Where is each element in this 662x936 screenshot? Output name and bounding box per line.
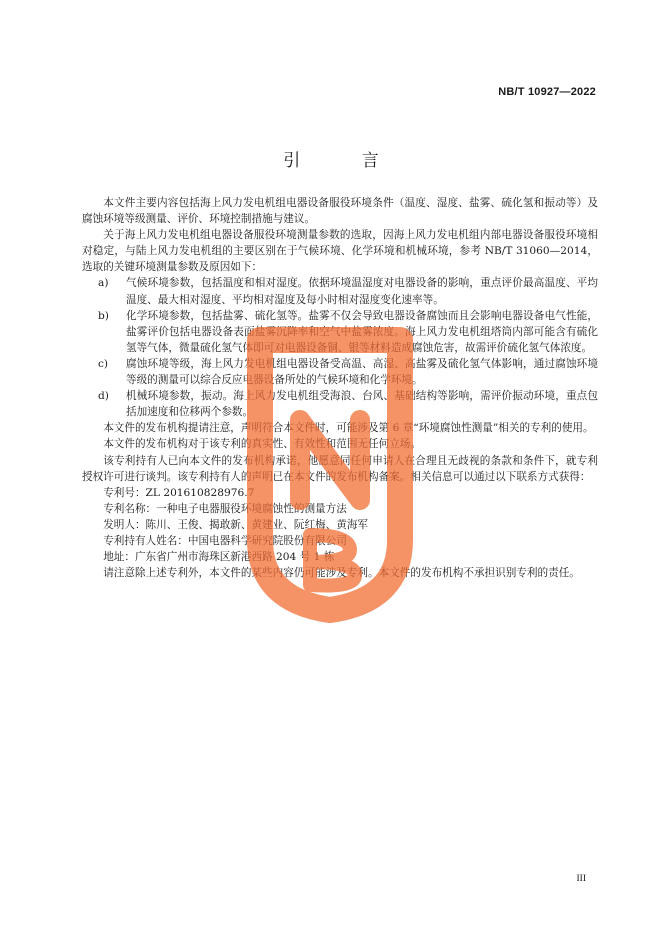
paragraph-intro: 本文件主要内容包括海上风力发电机组电器设备服役环境条件（温度、湿度、盐雾、硫化氢和振动等）及腐蚀环境等级测量、评价、环境控制措施与建议。 bbox=[82, 197, 598, 226]
patent-inventors: 发明人：陈川、王俊、揭敢新、黄建业、阮红梅、黄海军 bbox=[103, 518, 369, 531]
list-item-text: 化学环境参数，包括盐雾、硫化氢等。盐雾不仅会导致电器设备腐蚀而且会影响电器设备电气性能，盐雾评价包括电器设备表面盐雾沉降率和空气中盐雾浓度。海上风力发电机组塔筒内部可能含有硫化氢等气体，微量硫化氢气体即可对电器设备铜、银等材料造成腐蚀危害，故需评价硫化氢气体浓度。 bbox=[126, 309, 598, 354]
list-item-text: 气候环境参数，包括温度和相对湿度。依据环境温湿度对电器设备的影响，重点评价最高温度、平均温度、最大相对湿度、平均相对湿度及每小时相对湿度变化速率等。 bbox=[126, 277, 598, 306]
list-item bbox=[82, 388, 598, 420]
paragraph-patent-position: 本文件的发布机构对于该专利的真实性、有效性和范围无任何立场。 bbox=[103, 438, 421, 451]
list-marker: a) bbox=[98, 277, 109, 290]
document-body bbox=[82, 195, 598, 581]
list-marker: b) bbox=[98, 309, 109, 322]
list-item bbox=[82, 308, 598, 356]
paragraph-disclaimer: 请注意除上述专利外，本文件的某些内容仍可能涉及专利。本文件的发布机构不承担识别专利的责任。 bbox=[103, 567, 580, 580]
standard-number: NB/T 10927—2022 bbox=[498, 86, 596, 98]
page-number: III bbox=[576, 874, 586, 884]
paragraph-patent-notice: 本文件的发布机构提请注意，声明符合本文件时，可能涉及第 6 章“环境腐蚀性测量”相关的专利的使用。 bbox=[103, 422, 594, 435]
paragraph-patent-commitment: 该专利持有人已向本文件的发布机构承诺，他愿意同任何申请人在合理且无歧视的条款和条件下，就专利授权许可进行谈判。该专利持有人的声明已在本文件的发布机构备案。相关信息可以通过以下联系方式获得： bbox=[82, 454, 598, 483]
list-item bbox=[82, 275, 598, 307]
page-title: 引 言 bbox=[283, 151, 407, 171]
list-marker: c) bbox=[98, 357, 109, 370]
patent-number: 专利号：ZL 201610828976.7 bbox=[103, 486, 255, 499]
list-item-text: 腐蚀环境等级，海上风力发电机组电器设备受高温、高湿、高盐雾及硫化氢气体影响，通过腐蚀环境等级的测量可以综合反应电器设备所处的气候环境和化学环境。 bbox=[126, 357, 598, 387]
list-item-text: 机械环境参数，振动。海上风力发电机组受海浪、台风、基础结构等影响，需评价振动环境，重点包括加速度和位移两个参数。 bbox=[126, 390, 598, 419]
list-item bbox=[82, 356, 598, 388]
patent-address: 地址：广东省广州市海珠区新港西路 204 号 1 栋 bbox=[103, 551, 335, 564]
paragraph-parameters: 关于海上风力发电机组电器设备服役环境测量参数的选取，因海上风力发电机组内部电器设备服役环境相对稳定，与陆上风力发电机组的主要区别在于气候环境、化学环境和机械环境，参考 NB/T 31060—2014，选取的关键环境测量参数及原因如下： bbox=[82, 229, 598, 274]
patent-holder: 专利持有人姓名：中国电器科学研究院股份有限公司 bbox=[103, 534, 347, 547]
list-marker: d) bbox=[98, 390, 109, 403]
patent-name: 专利名称：一种电子电器服役环境腐蚀性的测量方法 bbox=[103, 502, 347, 515]
